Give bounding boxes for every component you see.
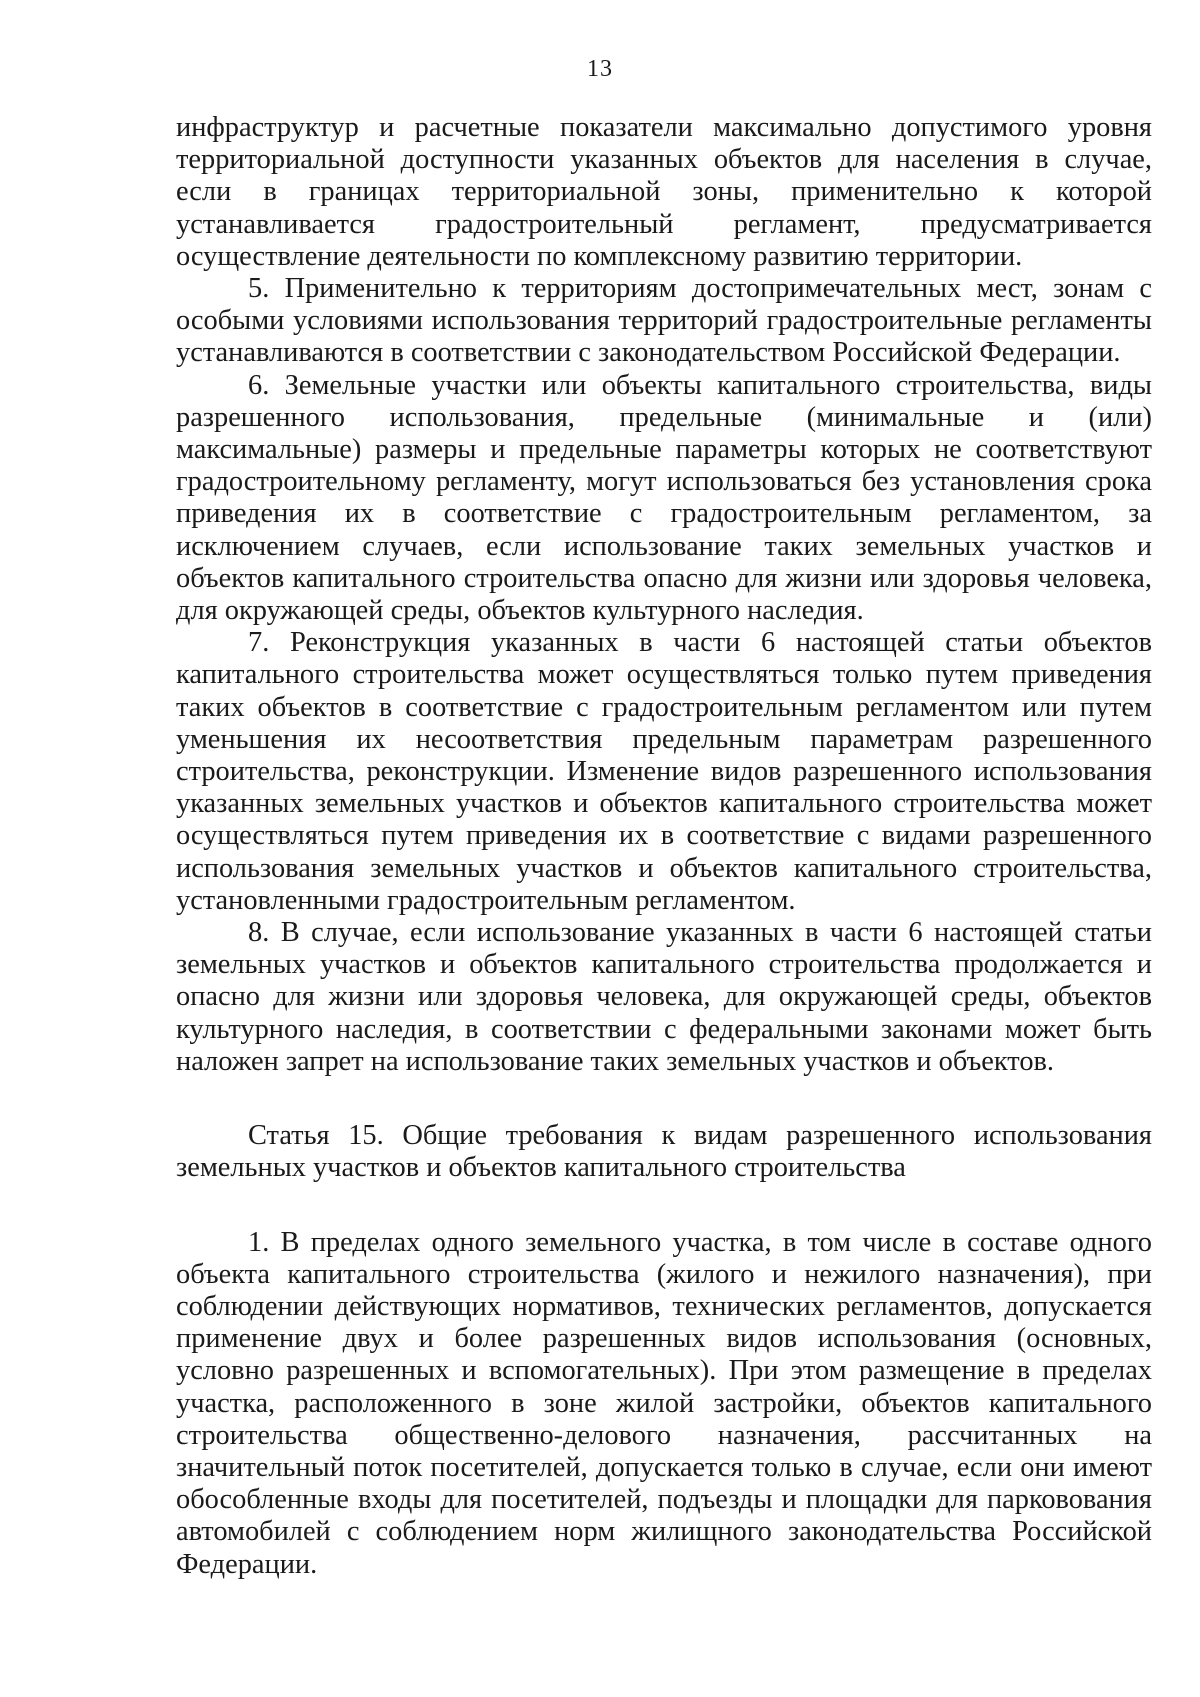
document-body bbox=[176, 112, 1152, 1581]
paragraph-item-6: 6. Земельные участки или объекты капитального строительства, виды разрешенного использования, предельные (минимальные и (или) максимальные) размеры и предельные параметры которых не соответствуют градостроительному регламенту, могут использоваться без установления срока приведения их в соответствие с градостроительным регламентом, за исключением случаев, если использование таких земельных участков и объектов капитального строительства опасно для жизни или здоровья человека, для окружающей среды, объектов культурного наследия. bbox=[176, 369, 1152, 627]
paragraph-continuation: инфраструктур и расчетные показатели максимально допустимого уровня территориальной доступности указанных объектов для населения в случае, если в границах территориальной зоны, применительно к которой устанавливается градостроительный регламент, предусматривается осуществление деятельности по комплексному развитию территории. bbox=[176, 112, 1152, 272]
article-paragraph-1: 1. В пределах одного земельного участка, в том числе в составе одного объекта капитального строительства (жилого и нежилого назначения), при соблюдении действующих нормативов, технических регламентов, допускается применение двух и более разрешенных видов использования (основных, условно разрешенных и вспомогательных). При этом размещение в пределах участка, расположенного в зоне жилой застройки, объектов капитального строительства общественно-делового назначения, рассчитанных на значительный поток посетителей, допускается только в случае, если они имеют обособленные входы для посетителей, подъезды и площадки для парковования автомобилей с соблюдением норм жилищного законодательства Российской Федерации. bbox=[176, 1226, 1152, 1580]
paragraph-item-8: 8. В случае, если использование указанных в части 6 настоящей статьи земельных участков и объектов капитального строительства продолжается и опасно для жизни или здоровья человека, для окружающей среды, объектов культурного наследия, в соответствии с федеральными законами может быть наложен запрет на использование таких земельных участков и объектов. bbox=[176, 917, 1152, 1077]
page-number: 13 bbox=[587, 56, 613, 82]
article-heading: Статья 15. Общие требования к видам разрешенного использования земельных участков и объектов капитального строительства bbox=[176, 1120, 1152, 1184]
paragraph-item-5: 5. Применительно к территориям достопримечательных мест, зонам с особыми условиями использования территорий градостроительные регламенты устанавливаются в соответствии с законодательством Российской Федерации. bbox=[176, 273, 1152, 369]
paragraph-item-7: 7. Реконструкция указанных в части 6 настоящей статьи объектов капитального строительства может осуществляться только путем приведения таких объектов в соответствие с градостроительным регламентом или путем уменьшения их несоответствия предельным параметрам разрешенного строительства, реконструкции. Изменение видов разрешенного использования указанных земельных участков и объектов капитального строительства может осуществляться путем приведения их в соответствие с видами разрешенного использования земельных участков и объектов капитального строительства, установленными градостроительным регламентом. bbox=[176, 627, 1152, 916]
